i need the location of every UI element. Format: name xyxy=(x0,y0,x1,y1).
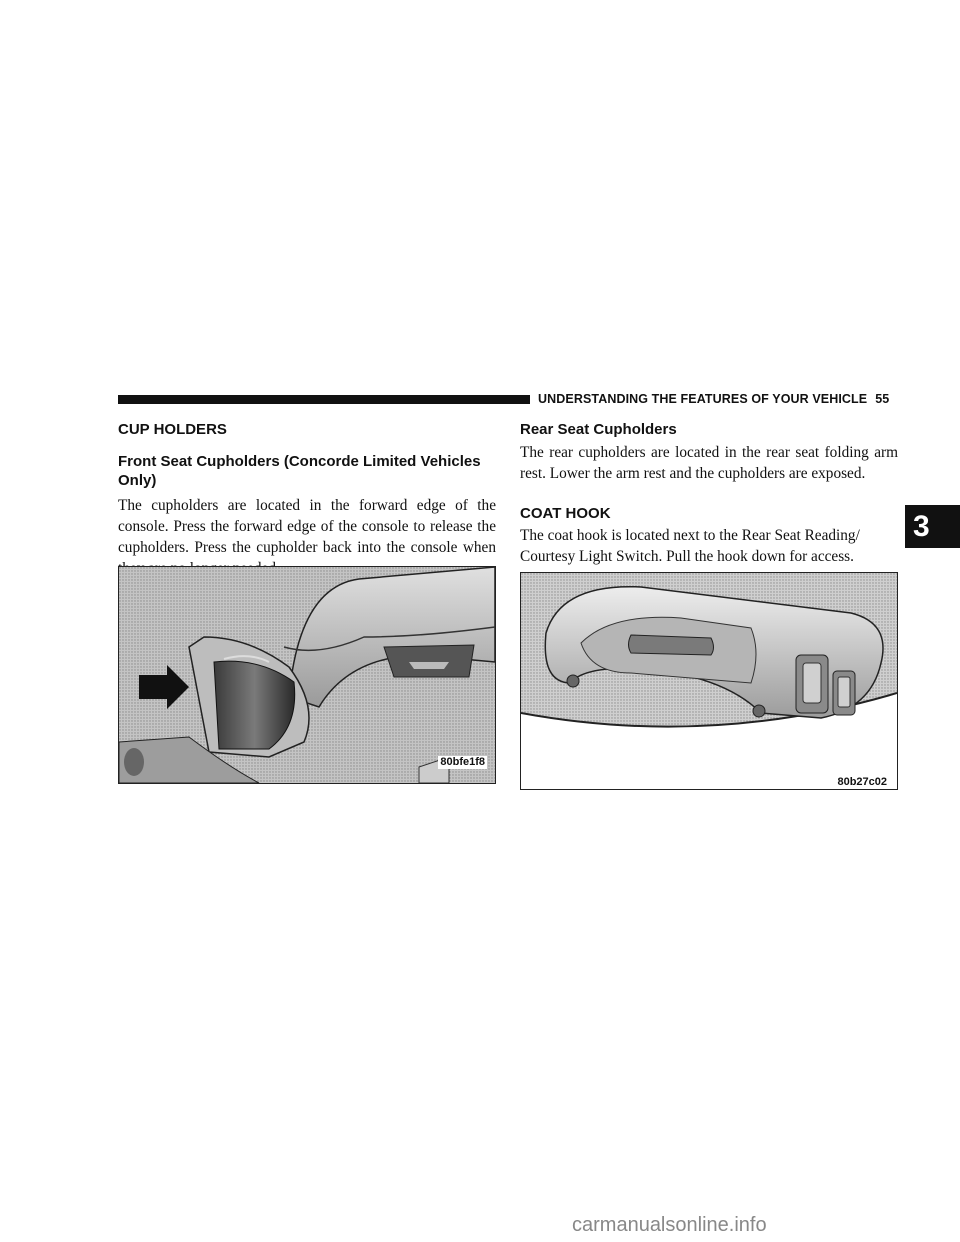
page-number: 55 xyxy=(875,392,890,406)
front-figure-id: 80bfe1f8 xyxy=(440,756,485,768)
section-title: UNDERSTANDING THE FEATURES OF YOUR VEHICLE xyxy=(538,392,868,406)
chapter-tab: 3 xyxy=(905,505,960,548)
left-column xyxy=(118,420,496,579)
front-cupholder-illustration xyxy=(119,567,495,783)
rear-seat-cupholders-heading: Rear Seat Cupholders xyxy=(520,421,677,438)
cup-holders-heading: CUP HOLDERS xyxy=(118,421,227,438)
watermark: carmanualsonline.info xyxy=(572,1214,767,1236)
front-seat-cupholders-heading: Front Seat Cupholders (Concorde Limited Vehicles Only) xyxy=(118,453,481,489)
front-cupholders-paragraph: The cupholders are located in the forward edge of the console. Press the forward edge of the console to release the cupholders. Press the cupholder back into the console when xyxy=(118,497,496,556)
right-column xyxy=(520,420,898,567)
coat-hook-paragraph: The coat hook is located next to the Rear Seat Reading/ Courtesy Light Switch. Pull the hook down for access. xyxy=(520,527,860,565)
coat-hook-figure-id: 80b27c02 xyxy=(837,776,887,788)
coat-hook-figure xyxy=(520,572,898,790)
running-header xyxy=(538,392,889,406)
coat-hook-heading: COAT HOOK xyxy=(520,505,611,522)
front-cupholder-figure xyxy=(118,566,496,784)
rear-cupholders-paragraph: The rear cupholders are located in the rear seat folding arm rest. Lower the arm rest and the cupholders are exposed. xyxy=(520,444,898,482)
header-rule xyxy=(118,395,530,404)
coat-hook-illustration xyxy=(521,573,897,789)
